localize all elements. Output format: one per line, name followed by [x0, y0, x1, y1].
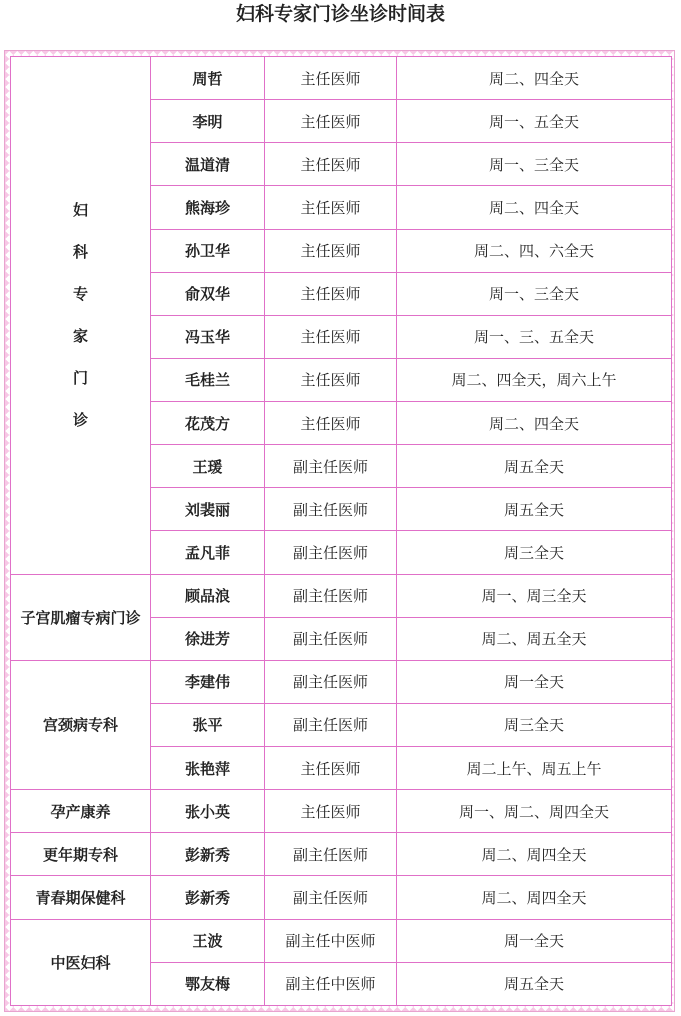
clinic-time: 周五全天 — [397, 488, 672, 531]
doctor-name: 花茂方 — [151, 402, 265, 445]
clinic-time: 周五全天 — [397, 445, 672, 488]
doctor-title: 副主任医师 — [265, 531, 397, 574]
doctor-title: 主任医师 — [265, 272, 397, 315]
clinic-time: 周二、周四全天 — [397, 833, 672, 876]
doctor-name: 李明 — [151, 100, 265, 143]
clinic-time: 周一、周二、周四全天 — [397, 790, 672, 833]
doctor-name: 王瑗 — [151, 445, 265, 488]
doctor-name: 张小英 — [151, 790, 265, 833]
schedule-table — [10, 56, 672, 1006]
doctor-title: 副主任医师 — [265, 660, 397, 703]
table-row — [11, 790, 672, 833]
doctor-name: 顾品浪 — [151, 574, 265, 617]
doctor-name: 彭新秀 — [151, 833, 265, 876]
department-name: 更年期专科 — [42, 845, 118, 864]
table-row — [11, 919, 672, 962]
table-row — [11, 57, 672, 100]
clinic-time: 周一全天 — [397, 919, 672, 962]
doctor-title: 副主任医师 — [265, 876, 397, 919]
clinic-time: 周二、四全天 — [397, 186, 672, 229]
doctor-name: 温道清 — [151, 143, 265, 186]
clinic-time: 周二上午、周五上午 — [397, 747, 672, 790]
department-cell — [11, 919, 151, 1006]
department-cell — [11, 790, 151, 833]
doctor-title: 主任医师 — [265, 747, 397, 790]
clinic-time: 周二、四、六全天 — [397, 229, 672, 272]
doctor-title: 副主任医师 — [265, 445, 397, 488]
department-name: 中医妇科 — [50, 953, 111, 972]
doctor-title: 主任医师 — [265, 358, 397, 401]
doctor-name: 徐进芳 — [151, 617, 265, 660]
clinic-time: 周三全天 — [397, 531, 672, 574]
department-name: 子宫肌瘤专病门诊 — [20, 608, 141, 627]
schedule-body — [11, 57, 672, 1006]
department-cell — [11, 660, 151, 789]
doctor-name: 冯玉华 — [151, 315, 265, 358]
doctor-title: 副主任医师 — [265, 488, 397, 531]
doctor-title: 副主任医师 — [265, 833, 397, 876]
doctor-title: 主任医师 — [265, 790, 397, 833]
doctor-name: 周哲 — [151, 57, 265, 100]
clinic-time: 周二、四全天，周六上午 — [397, 358, 672, 401]
clinic-time: 周五全天 — [397, 962, 672, 1005]
department-name: 妇科专家门诊 — [72, 201, 88, 430]
page-title: 妇科专家门诊坐诊时间表 — [235, 3, 445, 25]
doctor-name: 孙卫华 — [151, 229, 265, 272]
doctor-name: 鄂友梅 — [151, 962, 265, 1005]
doctor-name: 俞双华 — [151, 272, 265, 315]
department-name: 孕产康养 — [50, 802, 111, 821]
clinic-time: 周一、三全天 — [397, 143, 672, 186]
department-name: 宫颈病专科 — [42, 716, 118, 735]
doctor-title: 副主任中医师 — [265, 962, 397, 1005]
doctor-name: 彭新秀 — [151, 876, 265, 919]
department-cell — [11, 833, 151, 876]
doctor-name: 熊海珍 — [151, 186, 265, 229]
doctor-title: 主任医师 — [265, 57, 397, 100]
department-cell — [11, 57, 151, 575]
table-row — [11, 574, 672, 617]
table-row — [11, 660, 672, 703]
doctor-name: 毛桂兰 — [151, 358, 265, 401]
doctor-name: 李建伟 — [151, 660, 265, 703]
department-cell — [11, 876, 151, 919]
clinic-time: 周三全天 — [397, 703, 672, 746]
doctor-title: 主任医师 — [265, 186, 397, 229]
table-row — [11, 833, 672, 876]
department-cell — [11, 574, 151, 660]
doctor-title: 主任医师 — [265, 143, 397, 186]
clinic-time: 周一、三、五全天 — [397, 315, 672, 358]
clinic-time: 周一、三全天 — [397, 272, 672, 315]
doctor-title: 主任医师 — [265, 229, 397, 272]
doctor-title: 副主任医师 — [265, 703, 397, 746]
doctor-title: 副主任医师 — [265, 617, 397, 660]
clinic-time: 周一、五全天 — [397, 100, 672, 143]
doctor-title: 副主任中医师 — [265, 919, 397, 962]
clinic-time: 周二、周四全天 — [397, 876, 672, 919]
doctor-title: 主任医师 — [265, 100, 397, 143]
clinic-time: 周一全天 — [397, 660, 672, 703]
clinic-time: 周二、四全天 — [397, 57, 672, 100]
doctor-name: 王波 — [151, 919, 265, 962]
doctor-title: 主任医师 — [265, 315, 397, 358]
doctor-title: 副主任医师 — [265, 574, 397, 617]
doctor-name: 张艳萍 — [151, 747, 265, 790]
schedule-frame — [4, 50, 675, 1012]
table-row — [11, 876, 672, 919]
doctor-name: 张平 — [151, 703, 265, 746]
doctor-title: 主任医师 — [265, 402, 397, 445]
department-name: 青春期保健科 — [35, 888, 126, 907]
clinic-time: 周二、四全天 — [397, 402, 672, 445]
doctor-name: 孟凡菲 — [151, 531, 265, 574]
doctor-name: 刘裴丽 — [151, 488, 265, 531]
clinic-time: 周一、周三全天 — [397, 574, 672, 617]
clinic-time: 周二、周五全天 — [397, 617, 672, 660]
